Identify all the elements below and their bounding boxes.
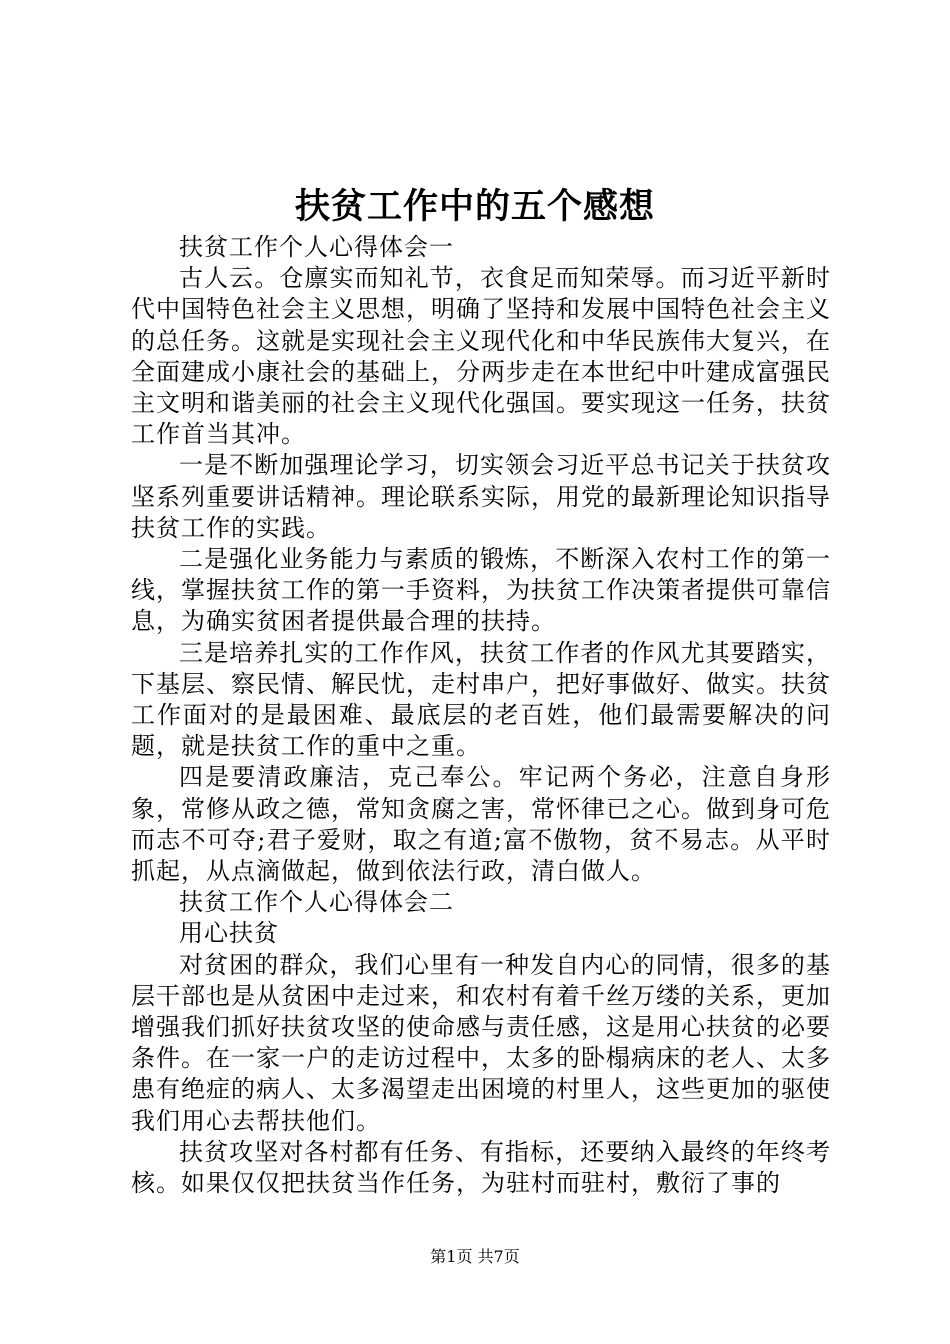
document-body [131,232,831,1199]
paragraph-point-one: 一是不断加强理论学习，切实领会习近平总书记关于扶贫攻坚系列重要讲话精神。理论联系实际，用党的最新理论知识指导扶贫工作的实践。 [131,451,831,542]
paragraph-intro: 古人云。仓廪实而知礼节，衣食足而知荣辱。而习近平新时代中国特色社会主义思想，明确了坚持和发展中国特色社会主义的总任务。这就是实现社会主义现代化和中华民族伟大复兴，在全面建成小康社会的基础上，分两步走在本世纪中叶建成富强民主文明和谐美丽的社会主义现代化强国。要实现这一任务，扶贫工作首当其冲。 [131,264,831,449]
subheading-poverty-with-heart: 用心扶贫 [179,919,279,948]
paragraph-point-three: 三是培养扎实的工作作风，扶贫工作者的作风尤其要踏实，下基层、察民情、解民忧，走村串户，把好事做好、做实。扶贫工作面对的是最困难、最底层的老百姓，他们最需要解决的问题，就是扶贫工作的重中之重。 [131,638,831,761]
paragraph-point-four: 四是要清政廉洁，克己奉公。牢记两个务必，注意自身形象，常修从政之德，常知贪腐之害，常怀律已之心。做到身可危而志不可夺;君子爱财，取之有道;富不傲物，贫不易志。从平时抓起，从点滴做起，做到依法行政，清白做人。 [131,763,831,886]
paragraph-point-two: 二是强化业务能力与素质的锻炼，不断深入农村工作的第一线，掌握扶贫工作的第一手资料，为扶贫工作决策者提供可靠信息，为确实贫困者提供最合理的扶持。 [131,545,831,636]
paragraph-poor-masses: 对贫困的群众，我们心里有一种发自内心的同情，很多的基层干部也是从贫困中走过来，和农村有着千丝万缕的关系，更加增强我们抓好扶贫攻坚的使命感与责任感，这是用心扶贫的必要条件。在一家一户的走访过程中，太多的卧榻病床的老人、太多患有绝症的病人、太多渴望走出困境的村里人，这些更加的驱使我们用心去帮扶他们。 [131,950,831,1135]
paragraph-village-tasks: 扶贫攻坚对各村都有任务、有指标，还要纳入最终的年终考核。如果仅仅把扶贫当作任务，为驻村而驻村，敷衍了事的 [131,1137,831,1198]
heading-experience-two: 扶贫工作个人心得体会二 [179,888,454,917]
page-number-footer: 第1页 共7页 [430,1247,520,1266]
heading-experience-one: 扶贫工作个人心得体会一 [179,233,454,261]
document-title: 扶贫工作中的五个感想 [294,186,655,227]
